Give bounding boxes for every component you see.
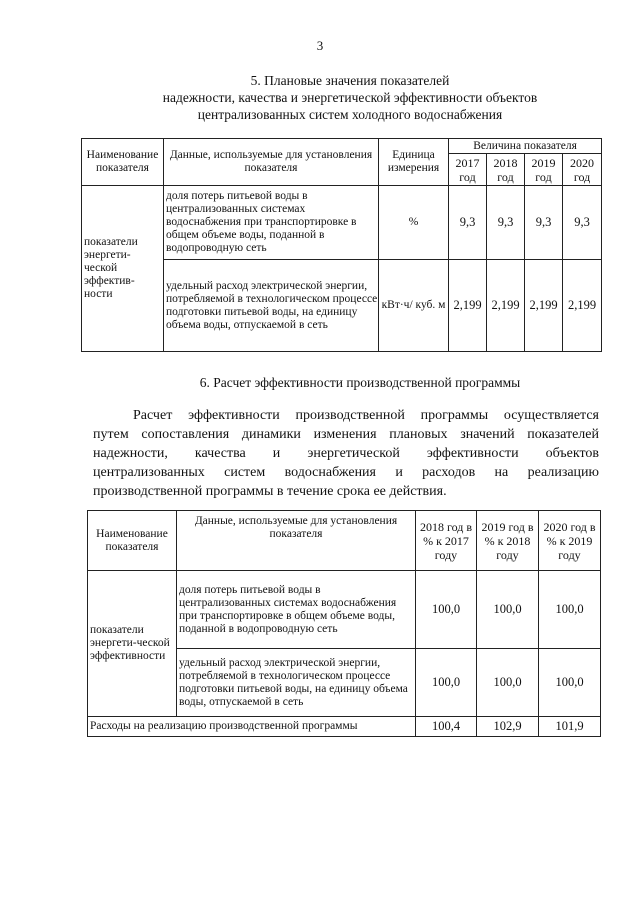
expenses-row [88,717,601,737]
row-data-text: доля потерь питьевой воды в централизованных системах водоснабжения при транспортировке в общем объеме воды, поданной в водопроводную сеть [164,186,379,260]
paragraph-line: Расчет эффективности производственной программы осуществляется [133,408,599,423]
row-value: 2,199 [525,260,563,352]
year-header: 2019 год [525,154,563,186]
row-value: 100,0 [477,571,539,649]
row-value: 9,3 [525,186,563,260]
row-value: 100,0 [477,649,539,717]
expenses-value: 101,9 [539,717,601,737]
page-number: 3 [316,38,324,53]
row-unit: кВт·ч/ куб. м [379,260,449,352]
col-header-unit: Единица измерения [379,139,449,186]
paragraph-line: централизованных систем водоснабжения и расходов на реализацию [93,465,599,480]
col-header-value-group: Величина показателя [449,139,602,154]
section6-title: 6. Расчет эффективности производственной программы [199,375,521,390]
row-value: 2,199 [449,260,487,352]
row-value: 100,0 [539,571,601,649]
row-value: 9,3 [449,186,487,260]
col-header-name: Наименование показателя [88,511,177,571]
section5-title-line: 5. Плановые значения показателей [250,73,450,88]
paragraph-line: путем сопоставления динамики изменения плановых значений показателей [93,427,599,442]
section5-title [70,72,630,123]
row-group-label: показатели энергети-ческой эффектив-ности [82,186,164,352]
col-header-name: Наименование показателя [82,139,164,186]
row-value: 9,3 [563,186,602,260]
paragraph-line: производственной программы в течение срока ее действия. [93,484,447,499]
expenses-value: 100,4 [416,717,477,737]
row-value: 100,0 [416,649,477,717]
col-header-data: Данные, используемые для установления показателя [164,139,379,186]
row-value: 2,199 [487,260,525,352]
expenses-value: 102,9 [477,717,539,737]
year-header: 2017 год [449,154,487,186]
year-header: 2018 год [487,154,525,186]
row-data-text: доля потерь питьевой воды в централизованных системах водоснабжения при транспортировке в общем объеме воды, поданной в водопроводную сеть [177,571,416,649]
row-value: 2,199 [563,260,602,352]
year-header: 2020 год [563,154,602,186]
table-row [82,186,602,260]
col-header-data: Данные, используемые для установления показателя [177,511,416,571]
row-value: 9,3 [487,186,525,260]
row-data-text: удельный расход электрической энергии, потребляемой в технологическом процессе подготовки питьевой воды, на единицу объема воды, отпускаемой в сеть [177,649,416,717]
efficiency-table [87,510,601,737]
section5-title-line: надежности, качества и энергетической эффективности объектов [162,90,538,105]
col-header-2019: 2019 год в % к 2018 году [477,511,539,571]
expenses-label: Расходы на реализацию производственной программы [88,717,416,737]
table-row [88,571,601,649]
row-unit: % [379,186,449,260]
section6-paragraph [93,406,599,501]
indicators-table [81,138,602,352]
row-value: 100,0 [416,571,477,649]
row-data-text: удельный расход электрической энергии, потребляемой в технологическом процессе подготовки питьевой воды, на единицу объема воды, отпускаемой в сеть [164,260,379,352]
col-header-2018: 2018 год в % к 2017 году [416,511,477,571]
row-group-label: показатели энергети-ческой эффективности [88,571,177,717]
paragraph-line: надежности, качества и энергетической эффективности объектов [93,446,599,461]
section5-title-line: централизованных систем холодного водоснабжения [197,107,503,122]
col-header-2020: 2020 год в % к 2019 году [539,511,601,571]
row-value: 100,0 [539,649,601,717]
